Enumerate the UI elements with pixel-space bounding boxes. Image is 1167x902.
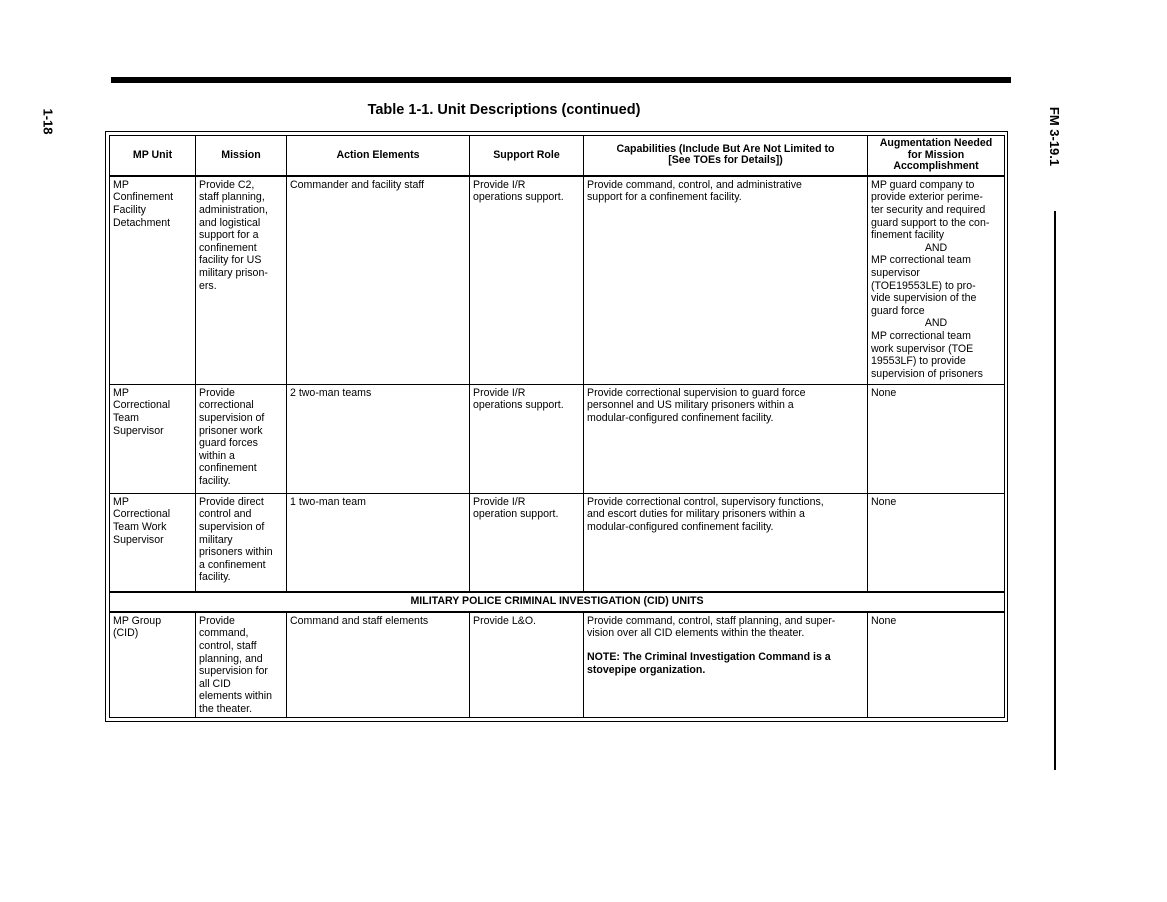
page-number-text: 1-18 [40, 107, 56, 135]
header-line: Accomplishment [893, 160, 979, 173]
text-line: supervision of [199, 520, 265, 533]
note-line: stovepipe organization. [587, 663, 706, 676]
cell-unit [110, 612, 196, 717]
text-line: prisoner work [199, 424, 263, 437]
and-separator: AND [924, 241, 948, 254]
cell-unit [110, 176, 196, 385]
cell-support-role [470, 612, 584, 717]
table-row [110, 176, 1005, 385]
text-line: facility. [199, 571, 231, 584]
cell-support-role [470, 176, 584, 385]
text-line: Provide I/R [473, 495, 526, 508]
text-line: MP correctional team [871, 329, 971, 342]
cell-mission [196, 493, 287, 592]
top-rule [111, 77, 1011, 83]
text-line: facility. [199, 474, 231, 487]
text-line: Supervisor [113, 533, 164, 546]
header-line: [See TOEs for Details]) [668, 154, 783, 167]
text-line: modular-configured confinement facility. [587, 411, 774, 424]
text-line: prisoners within [199, 546, 273, 559]
cell-action-elements: 1 two-man team [287, 493, 470, 592]
text-line: Confinement [113, 191, 174, 204]
cell-capabilities [584, 384, 868, 493]
text-line: finement facility [871, 229, 945, 242]
text-line: ers. [199, 279, 217, 292]
header-capabilities [584, 136, 868, 176]
text-line: Provide L&O. [473, 614, 537, 627]
text-line: supervision for [199, 665, 268, 678]
cell-mission [196, 176, 287, 385]
text-line: staff planning, [199, 191, 265, 204]
table-row [110, 612, 1005, 717]
text-line: Provide C2, [199, 178, 255, 191]
text-line: guard force [871, 304, 925, 317]
text-line: guard support to the con- [871, 216, 990, 229]
side-rule [1054, 211, 1056, 770]
text-line: vision over all CID elements within the theater. [587, 627, 805, 640]
header-line: for Mission [907, 148, 965, 161]
cell-action-elements: 2 two-man teams [287, 384, 470, 493]
text-line: a confinement [199, 558, 266, 571]
text-line: command, [199, 627, 249, 640]
text-line: Provide I/R [473, 386, 526, 399]
text-line: MP Group [113, 614, 162, 627]
manual-id [1040, 103, 1070, 169]
text-line: confinement [199, 241, 257, 254]
cell-support-role [470, 493, 584, 592]
text-line: Detachment [113, 216, 171, 229]
text-line: None [871, 495, 897, 508]
table-title: Table 1-1. Unit Descriptions (continued) [367, 102, 641, 118]
cell-mission [196, 384, 287, 493]
note [587, 651, 864, 676]
text-line: correctional [199, 399, 254, 412]
text-line: confinement [199, 462, 257, 475]
text-line: control, staff [199, 639, 257, 652]
text-line: elements within [199, 690, 273, 703]
text-line: Provide correctional supervision to guard force [587, 386, 806, 399]
text-line: MP [113, 178, 129, 191]
text-line: planning, and [199, 652, 263, 665]
header-line: Capabilities (Include But Are Not Limited to [616, 142, 835, 155]
text-line: operation support. [473, 508, 559, 521]
cell-support-role [470, 384, 584, 493]
header-action-elements: Action Elements [287, 136, 470, 176]
cell-unit [110, 493, 196, 592]
header-row [110, 136, 1005, 176]
manual-id-text: FM 3-19.1 [1047, 106, 1063, 166]
text-line: provide exterior perime- [871, 191, 983, 204]
cell-augmentation [868, 493, 1005, 592]
table-frame [105, 131, 1008, 722]
cell-action-elements: Commander and facility staff [287, 176, 470, 385]
table-row [110, 493, 1005, 592]
text-line: Provide correctional control, supervisory functions, [587, 495, 824, 508]
text-line: Facility [113, 203, 146, 216]
text-line: Provide [199, 386, 235, 399]
and-separator: AND [924, 317, 948, 330]
text-line: the theater. [199, 702, 253, 715]
text-line: Correctional [113, 508, 171, 521]
text-line: supervision of prisoners [871, 367, 983, 380]
text-line: facility for US [199, 254, 262, 267]
header-line: Augmentation Needed [879, 137, 993, 149]
text-line: operations support. [473, 399, 564, 412]
section-heading-row [110, 592, 1005, 612]
cell-capabilities [584, 612, 868, 717]
text-line: (CID) [113, 627, 139, 640]
text-line: administration, [199, 203, 268, 216]
text-line: operations support. [473, 191, 564, 204]
text-line: Provide [199, 614, 235, 627]
header-mp-unit: MP Unit [110, 136, 196, 176]
cell-capabilities [584, 176, 868, 385]
section-heading: MILITARY POLICE CRIMINAL INVESTIGATION (CID) UNITS [110, 592, 1005, 612]
text-line: Provide I/R [473, 178, 526, 191]
text-line: all CID [199, 677, 231, 690]
text-line: Team Work [113, 520, 167, 533]
header-support-role: Support Role [470, 136, 584, 176]
note-line: NOTE: The Criminal Investigation Command is a [587, 650, 831, 663]
text-line: MP correctional team [871, 254, 971, 267]
text-line: within a [199, 449, 235, 462]
text-line: supervision of [199, 411, 265, 424]
text-line: Provide command, control, and administrative [587, 178, 802, 191]
text-line: support for a confinement facility. [587, 191, 742, 204]
text-line: Provide command, control, staff planning, and super- [587, 614, 836, 627]
cell-augmentation [868, 384, 1005, 493]
cell-unit [110, 384, 196, 493]
text-line: guard forces [199, 437, 258, 450]
text-line: MP guard company to [871, 178, 975, 191]
text-line: military [199, 533, 233, 546]
text-line: control and [199, 508, 252, 521]
text-line: Provide direct [199, 495, 264, 508]
text-line: Supervisor [113, 424, 164, 437]
text-line: MP [113, 386, 129, 399]
cell-mission [196, 612, 287, 717]
text-line: 19553LF) to provide [871, 355, 966, 368]
header-mission: Mission [196, 136, 287, 176]
cell-augmentation [868, 612, 1005, 717]
table-row [110, 384, 1005, 493]
header-augmentation [868, 136, 1005, 176]
text-line: personnel and US military prisoners within a [587, 399, 794, 412]
text-line: (TOE19553LE) to pro- [871, 279, 976, 292]
text-line: Correctional [113, 399, 171, 412]
text-line: MP [113, 495, 129, 508]
text-line: Team [113, 411, 139, 424]
text-line: military prison- [199, 266, 268, 279]
text-line: None [871, 386, 897, 399]
text-line: supervisor [871, 266, 920, 279]
cell-capabilities [584, 493, 868, 592]
text-line: and escort duties for military prisoners within a [587, 508, 805, 521]
text-line: modular-configured confinement facility. [587, 520, 774, 533]
text-line: None [871, 614, 897, 627]
text-line: support for a [199, 229, 259, 242]
cell-action-elements: Command and staff elements [287, 612, 470, 717]
cell-augmentation [868, 176, 1005, 385]
text-line: ter security and required [871, 203, 986, 216]
unit-descriptions-table [109, 135, 1005, 718]
text-line: work supervisor (TOE [871, 342, 974, 355]
text-line: and logistical [199, 216, 261, 229]
text-line: vide supervision of the [871, 292, 977, 305]
